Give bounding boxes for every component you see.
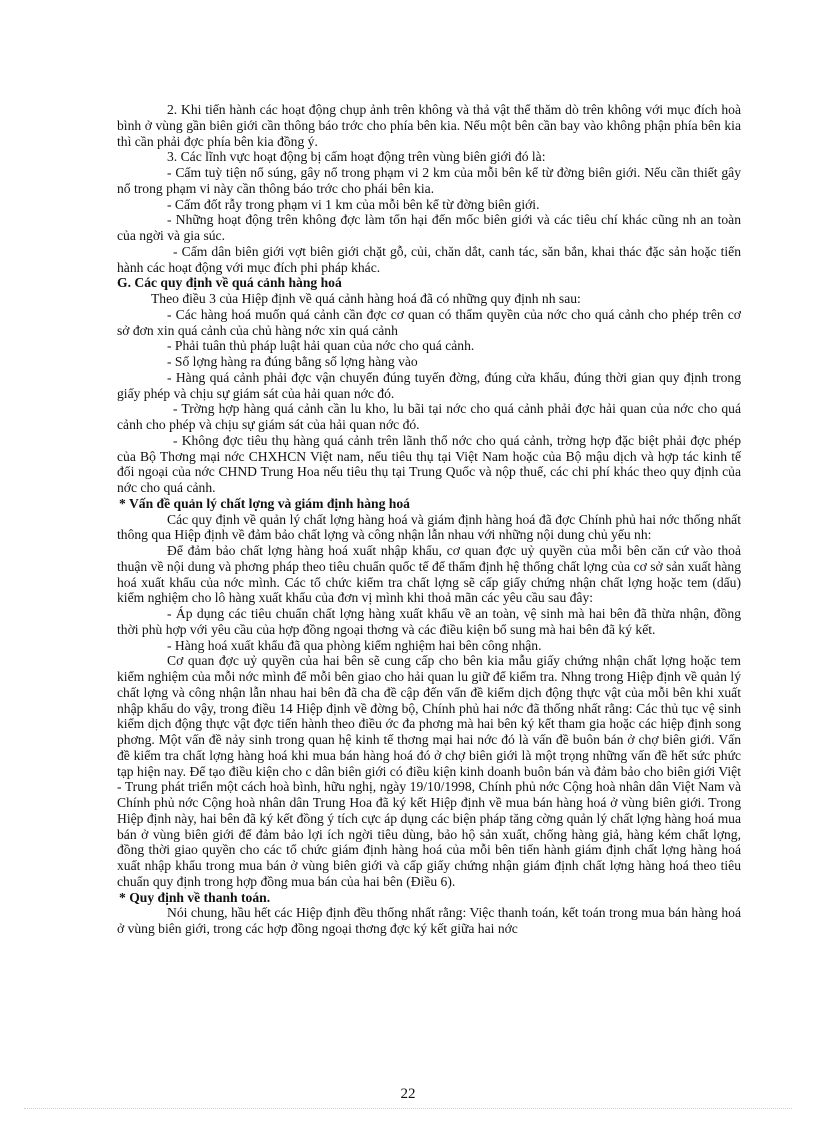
document-body [117,102,741,937]
paragraph: 3. Các lĩnh vực hoạt động bị cấm hoạt động trên vùng biên giới đó là: [167,149,546,165]
section-heading: G. Các quy định về quá cảnh hàng hoá [117,275,342,291]
paragraph: - Trờng hợp hàng quá cảnh cần lu kho, lu bãi tại nớc cho quá cảnh phải đợc hải quan của nớc cho quá cảnh cho phép và chịu sự giám sát của hải quan nớc đó. [117,401,741,432]
paragraph: - Phải tuân thủ pháp luật hải quan của nớc cho quá cảnh. [167,338,475,354]
page-number: 22 [400,1086,416,1102]
paragraph: - Những hoạt động trên không đợc làm tổn hại đến mốc biên giới và các tiêu chí khác cũng nh an toàn của ngời và gia súc. [117,212,741,243]
paragraph: - Cấm đốt rẫy trong phạm vi 1 km của mỗi bên kể từ đờng biên giới. [167,196,540,212]
paragraph: - Hàng quá cảnh phải đợc vận chuyển đúng tuyến đờng, đúng cửa khẩu, đúng thời gian quy định trong giấy phép và chịu sự giám sát của hải quan nớc đó. [117,369,741,401]
paragraph: - Cấm tuỳ tiện nổ súng, gây nổ trong phạm vi 2 km của mỗi bên kể từ đờng biên giới. Nếu cần thiết gây nổ trong phạm vi này cần thông báo trớc cho phái bên kia. [117,165,741,196]
section-heading: * Vấn đề quản lý chất lợng và giám định hàng hoá [119,495,410,511]
paragraph: - Hàng hoá xuất khẩu đã qua phòng kiểm nghiệm hai bên công nhận. [167,637,542,653]
paragraph: - Các hàng hoá muốn quá cảnh cần đợc cơ quan có thẩm quyền của nớc cho quá cảnh cho phép trên cơ sở đơn xin quá cảnh của chủ hàng nớc xin quá cảnh [117,306,741,338]
paragraph: Nói chung, hầu hết các Hiệp định đều thống nhất rằng: Việc thanh toán, kết toán trong mua bán hàng hoá ở vùng biên giới, trong các hợp đồng ngoại thơng đợc ký kết giữa hai nớc [117,905,741,936]
section-heading: * Quy định về thanh toán. [119,889,271,905]
paragraph: - Cấm dân biên giới vợt biên giới chặt gỗ, củi, chăn dắt, canh tác, săn bắn, khai thác đặc sản hoặc tiến hành các hoạt động với mục đích phi pháp khác. [117,243,741,275]
paragraph: 2. Khi tiến hành các hoạt động chụp ảnh trên không và thả vật thể thăm dò trên không với mục đích hoà bình ở vùng gần biên giới cần thông báo trớc cho phía bên kia. Nếu một bên cần bay vào không phận phía bên kia thì cần phải đợc phía bên kia đồng ý. [117,102,741,149]
paragraph: Các quy định về quản lý chất lợng hàng hoá và giám định hàng hoá đã đợc Chính phủ hai nớc thống nhất thông qua Hiệp định về đảm bảo chất lợng và công nhận lẫn nhau với những nội dung chủ yếu nh: [117,511,741,543]
paragraph: - Áp dụng các tiêu chuẩn chất lợng hàng xuất khẩu về an toàn, vệ sinh mà hai bên đã thừa nhận, đồng thời phù hợp với yêu cầu của hợp đồng ngoại thơng và các điều kiện bổ sung mà hai bên đã ký kết. [117,606,741,637]
page-bottom-rule [24,1108,792,1109]
paragraph: - Số lợng hàng ra đúng bằng số lợng hàng vào [167,354,418,369]
paragraph: Cơ quan đợc uỷ quyền của hai bên sẽ cung cấp cho bên kia mẫu giấy chứng nhận chất lợng hoặc tem kiểm nghiệm của mỗi nớc mình để mỗi bên giao cho hải quan lu giữ để kiểm tra. Nhng trong Hiệp định về quản lý chất lợng và công nhận lẫn nhau hai bên đã cha đề cập đến vấn đề kiểm dịch động thực vật của mỗi bên khi xuất nhập khẩu do vậy, trong điều 14 Hiệp định về đờng bộ, Chính phủ hai nớc đã thống nhất rằng: Các thủ tục vệ sinh kiểm dịch động thực vật đợc tiến hành theo điều ớc đa phơng mà hai bên ký kết tham gia hoặc các hiệp định song phơng. Một vấn đề nảy sinh trong quan hệ kinh tế thơng mại hai nớc đó là vấn đề buôn bán ở chợ biên giới. Vấn đề kiểm tra chất lợng hàng hoá khi mua bán hàng hoá đó ở chợ biên giới là một trọng những vấn đề hết sức phức tạp hiện nay. Để tạo điều kiện cho c dân biên giới có điều kiện kinh doanh buôn bán và đảm bảo cho biên giới Việt - Trung phát triển một cách hoà bình, hữu nghị, ngày 19/10/1998, Chính phủ nớc Cộng hoà nhân dân Việt Nam và Chính phủ nớc Cộng hoà nhân dân Trung Hoa đã ký kết Hiệp định về mua bán hàng hoá ở vùng biên giới. Trong Hiệp định này, hai bên đã ký kết đồng ý tích cực áp dụng các biện pháp tăng cờng quản lý chất lợng hàng hoá mua bán ở vùng biên giới để đảm bảo lợi ích ngời tiêu dùng, bảo hộ sản xuất, chống hàng giả, hàng kém chất lợng, đồng thời giao quyền cho các tổ chức giám định hàng hoá của mỗi bên tiến hành giám định chất lợng hàng hoá xuất nhập khẩu trong mua bán ở vùng biên giới và cấp giấy chứng nhận giám định chất lợng hàng hoá theo tiêu chuẩn quy định trong hợp đồng mua bán của hai bên (Điều 6). [117,653,741,889]
paragraph: Theo điều 3 của Hiệp định về quá cảnh hàng hoá đã có những quy định nh sau: [151,291,581,306]
paragraph: - Không đợc tiêu thụ hàng quá cảnh trên lãnh thổ nớc cho quá cảnh, trờng hợp đặc biệt phải đợc phép của Bộ Thơng mại nớc CHXHCN Việt nam, nếu tiêu thụ tại Việt Nam hoặc của Bộ mậu dịch và hợp tác kinh tế đối ngoại của nớc CHND Trung Hoa nếu tiêu thụ tại Trung Quốc và nộp thuế, các chi phí khác theo quy định của nớc cho quá cảnh. [117,432,741,495]
paragraph: Để đảm bảo chất lợng hàng hoá xuất nhập khẩu, cơ quan đợc uỷ quyền của mỗi bên căn cứ vào thoả thuận về nội dung và phơng pháp theo tiêu chuẩn quốc tế để thẩm định hệ thống chất lợng của cơ sở sản xuất hàng hoá xuất khẩu của nớc mình. Các tổ chức kiểm tra chất lợng sẽ cấp giấy chứng nhận chất lợng hoặc tem (dấu) kiểm nghiệm cho lô hàng xuất khẩu của đơn vị mình khi thoả mãn các yêu cầu sau đây: [117,543,741,606]
